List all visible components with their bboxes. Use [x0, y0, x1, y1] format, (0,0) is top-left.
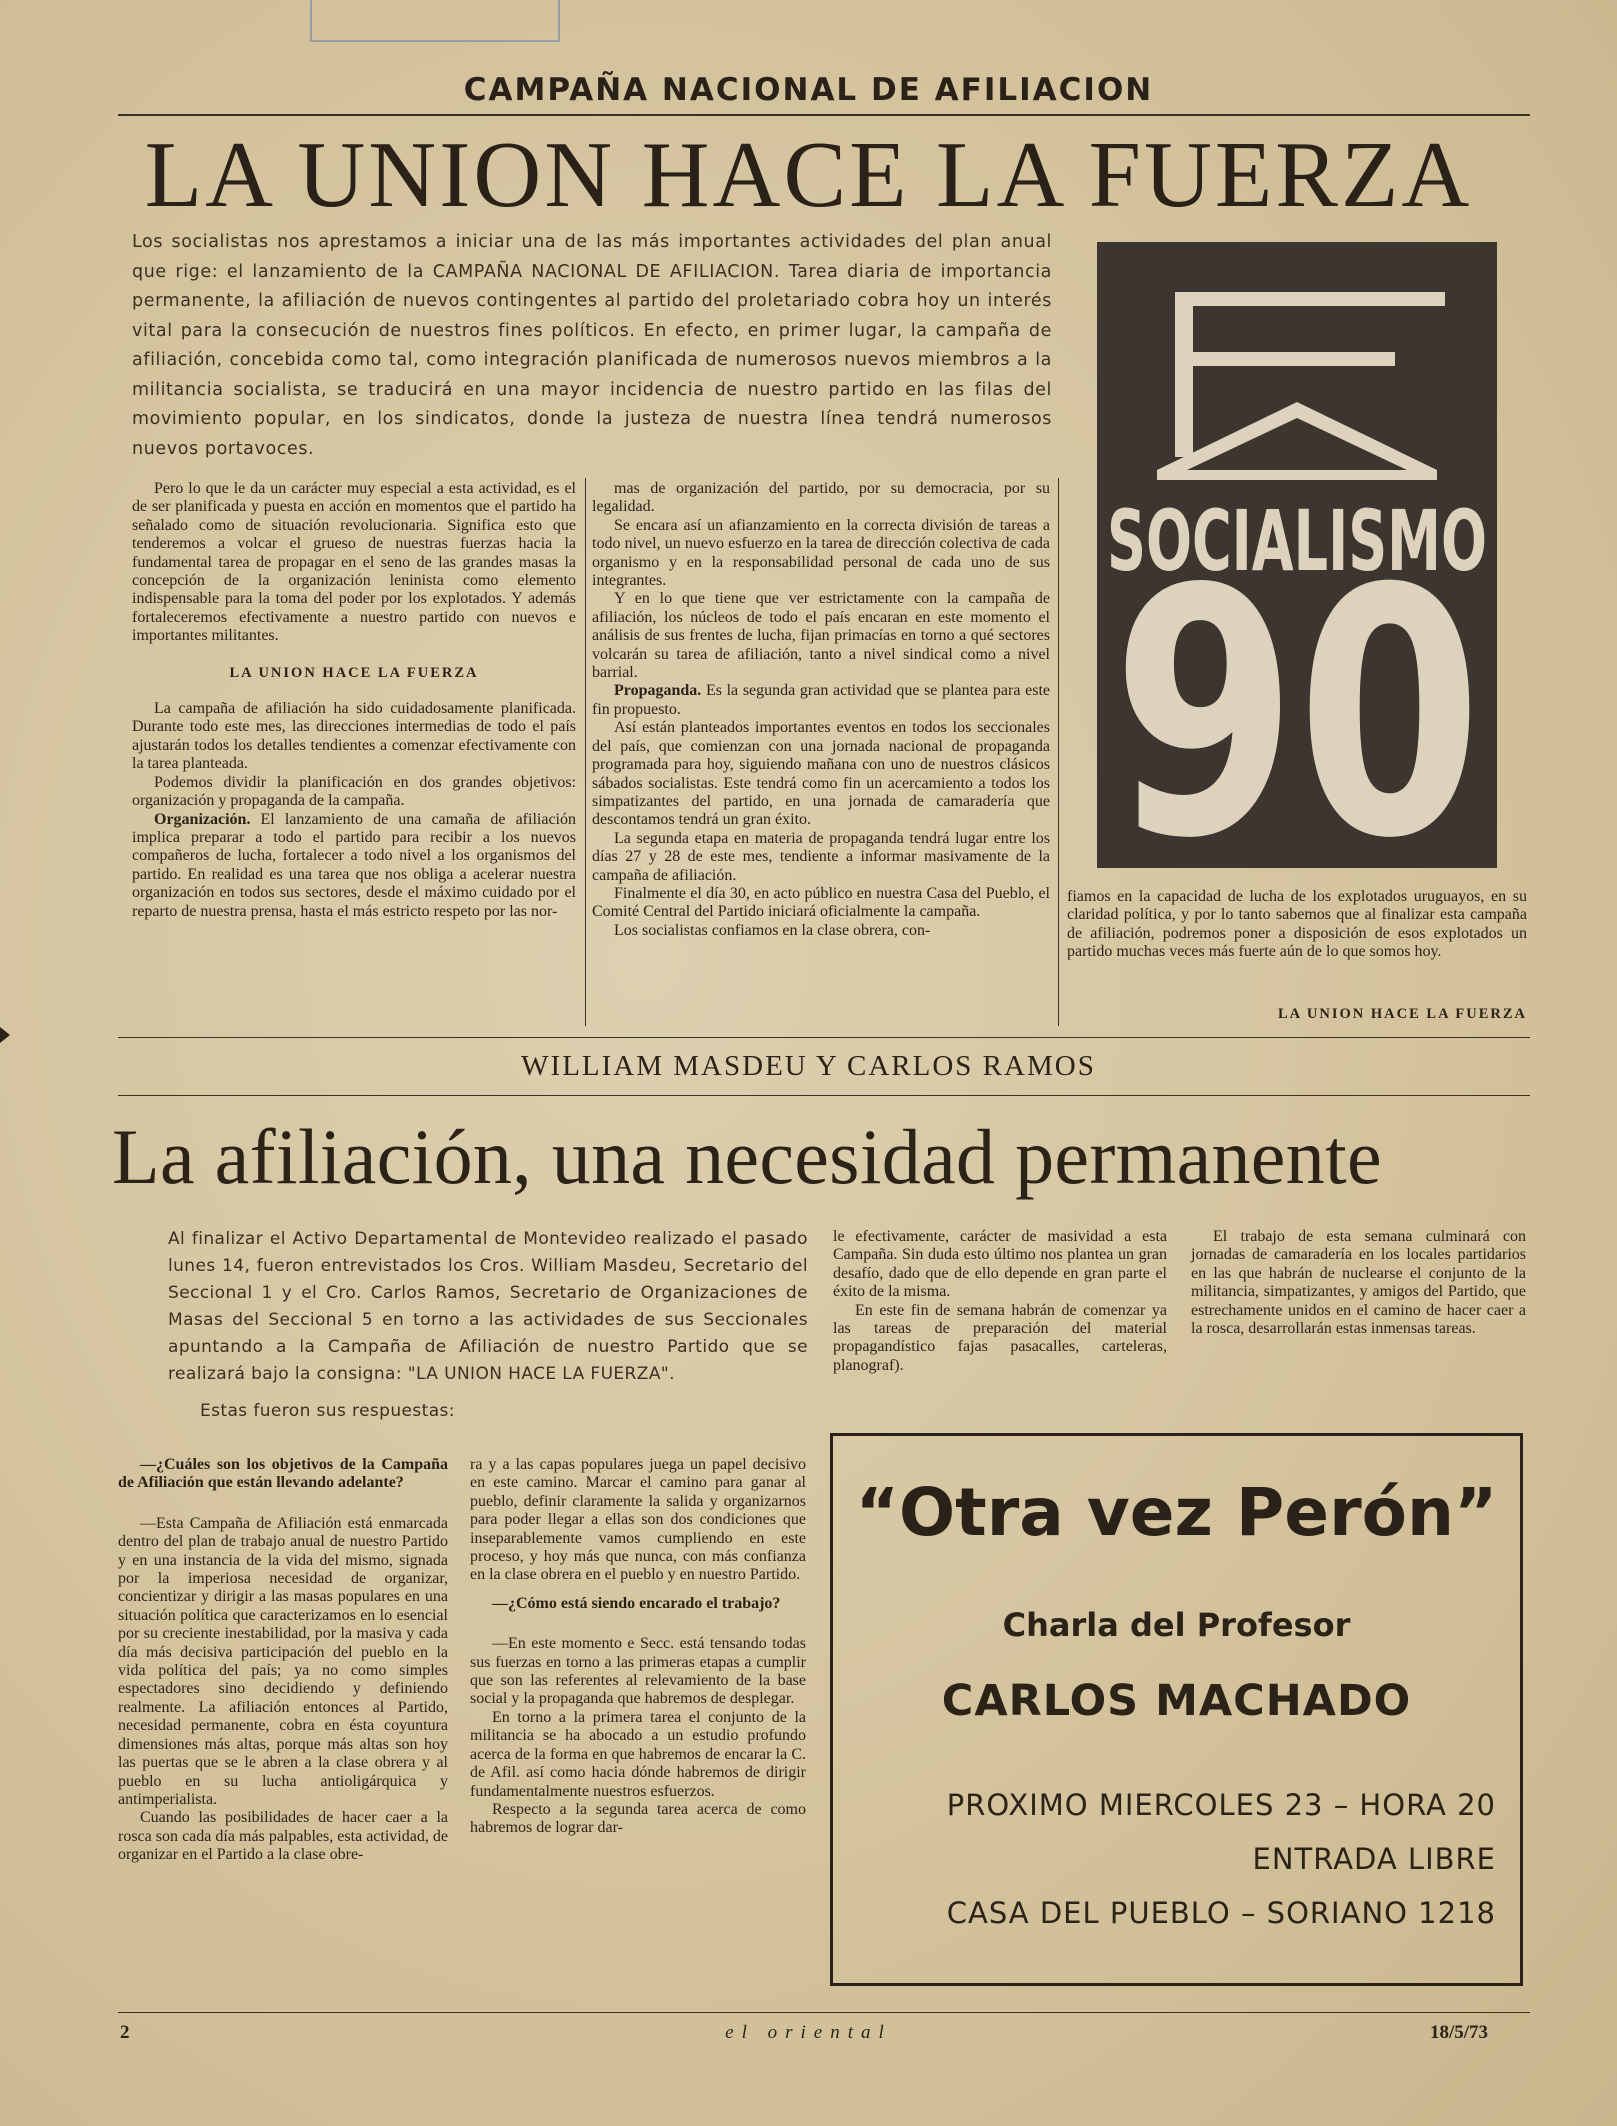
question: —¿Cuáles son los objetivos de la Campaña de Afiliación que están llevando adelante? — [118, 1456, 448, 1492]
section-title: CAMPAÑA NACIONAL DE AFILIACION — [463, 72, 1154, 108]
divider — [118, 114, 1530, 116]
paragraph: Estas fueron sus respuestas: — [200, 1401, 455, 1421]
ad-title: “Otra vez Perón” — [855, 1474, 1498, 1551]
ad-subtitle: Charla del Profesor — [1002, 1606, 1351, 1644]
event-advertisement — [830, 1433, 1523, 1986]
article2-column-b — [470, 1456, 806, 1838]
paragraph: mas de organización del partido, por su democracia, por su legalidad. — [592, 480, 1050, 516]
subhead: LA UNION HACE LA FUERZA — [229, 664, 479, 681]
paragraph: La segunda etapa en materia de propaganda tendrá lugar entre los días 27 y 28 de este mes, tendiente a informar masivamente de la campaña de afiliación. — [592, 829, 1050, 884]
ad-entry: ENTRADA LIBRE — [1252, 1842, 1496, 1876]
socialismo-90-logo — [1097, 242, 1497, 868]
article1-column-3 — [1067, 888, 1527, 962]
article2-column-c — [833, 1228, 1167, 1375]
divider — [118, 2012, 1530, 2013]
paragraph: Cuando las posibilidades de hacer caer a la rosca son cada día más palpables, esta actividad, de organizar en el Partido a la clase obre- — [118, 1809, 448, 1864]
paragraph: fiamos en la capacidad de lucha de los explotados uruguayos, en su claridad política, y por lo tanto sabemos que al finalizar esta campaña de afiliación, podremos poner a disposición de esos explotados un partido muchas veces más fuerte aún de lo que somos hoy. — [1067, 888, 1527, 961]
headline-afiliacion: La afiliación, una necesidad permanente — [112, 1113, 1382, 1200]
paragraph: Y en lo que tiene que ver estrictamente con la campaña de afiliación, los núcleos de todo el país encaran en este momento el análisis de sus frentes de lucha, fijan primacías en torno a qué sectores volcarán su tarea de afiliación, tanto a nivel sindical como a nivel barrial. — [592, 590, 1050, 682]
article1-column-2 — [592, 480, 1050, 940]
page-number: 2 — [120, 2022, 130, 2043]
paragraph: El trabajo de esta semana culminará con jornadas de camaradería en los locales partidarios en las que habrán de nuclearse el conjunto de la militancia, simpatizantes, y amigos del Partido, que estrechamente unidos en el camino de hacer caer a la rosca, desarrollarán estas inmensas tareas. — [1191, 1228, 1526, 1338]
library-stamp — [310, 0, 560, 42]
article1-column-1 — [132, 480, 576, 921]
paragraph: le efectivamente, carácter de masividad a esta Campaña. Sin duda esto último nos plantea un gran desafío, dado que de ello depende en gran parte el éxito de la misma. — [833, 1228, 1167, 1301]
paragraph: Pero lo que le da un carácter muy especial a esta actividad, es el de ser planificada y puesta en acción en momentos que el partido ha señalado como de situación revolucionaria. Significa esto que tenderemos a volcar el grueso de nuestras fuerzas hacia la fundamental tarea de propagar en el seno de las grandes masas la concepción de la organización leninista como elemento indispensable para la toma del poder por los explotados. Y además fortaleceremos efectivamente a nuestro partido con nuevos e importantes militantes. — [132, 480, 576, 645]
ad-speaker: CARLOS MACHADO — [941, 1676, 1412, 1726]
paragraph: Respecto a la segunda tarea acerca de como habremos de lograr dar- — [470, 1800, 806, 1837]
paragraph: —En este momento e Secc. está tensando todas sus fuerzas en torno a las primeras etapas a cumplir que son las referentes al relevamiento de la base social y la propaganda que habremos de desplegar. — [470, 1635, 806, 1708]
question: —¿Cómo está siendo encarado el trabajo? — [492, 1594, 781, 1612]
paragraph: En torno a la primera tarea el conjunto de la militancia se ha abocado a un estudio profundo acerca de la forma en que habremos de encarar la C. de Afil. así como hacia dónde habremos de dirigir fundamentalmente nuestros esfuerzos. — [470, 1708, 806, 1800]
runin-label: Propaganda. — [614, 682, 702, 700]
newspaper-name: el oriental — [725, 2022, 892, 2043]
article2-column-a — [118, 1456, 448, 1865]
column-divider — [585, 478, 586, 1026]
runin-label: Organización. — [154, 810, 251, 828]
paragraph: —Esta Campaña de Afiliación está enmarcada dentro del plan de trabajo anual de nuestro Partido y en una instancia de la vida del mismo, signada por la imperiosa necesidad de organizar, concientizar y dirigir a las masas populares en una situación política que caracterizamos en lo esencial por su creciente inestabilidad, por la masiva y cada día más decisiva participación del pueblo en la vida política del país; ya no como simples espectadores sino decidiendo y definiendo realmente. La afiliación entonces al Partido, necesidad permanente, cobra en ésta coyuntura dimensiones más altas, porque más altas son hoy las puertas que se le abren a la clase obrera y al pueblo en su lucha antioligárquica y antimperialista. — [118, 1514, 448, 1808]
paragraph: ra y a las capas populares juega un papel decisivo en este camino. Marcar el camino para ganar al pueblo, definir claramente la salida y organizarnos para poder llegar a ellas son dos condiciones que inseparablemente vamos cumpliendo en este proceso, y hoy más que nunca, con más confianza en la clase obrera en el pueblo y en nuestro Partido. — [470, 1456, 806, 1584]
paragraph — [132, 811, 576, 921]
paragraph — [592, 682, 1050, 719]
paragraph: Los socialistas confiamos en la clase obrera, con- — [614, 921, 931, 939]
paragraph: Finalmente el día 30, en acto público en nuestra Casa del Pueblo, el Comité Central del Partido iniciará oficialmente la campaña. — [592, 884, 1050, 921]
paragraph: Al finalizar el Activo Departamental de Montevideo realizado el pasado lunes 14, fueron entrevistados los Cros. William Masdeu, Secretario del Seccional 1 y el Cro. Carlos Ramos, Secretario de Organizaciones de Masas del Seccional 5 en torno a las actividades de sus Seccionales apuntando a la Campaña de Afiliación de nuestro Partido que se realizará bajo la consigna: "LA UNION HACE LA FUERZA". — [168, 1229, 808, 1384]
paragraph: En este fin de semana habrán de comenzar ya las tareas de preparación del material propagandístico fajas pasacalles, carteleras, planograf). — [833, 1301, 1167, 1374]
signature: LA UNION HACE LA FUERZA — [1277, 1006, 1527, 1022]
logo-word: SOCIALISMO — [1107, 492, 1487, 590]
logo-number: 90 — [1112, 517, 1482, 868]
paragraph-text: Es la segunda gran actividad que se plantea para este fin propuesto. — [592, 682, 1050, 718]
divider — [118, 1037, 1530, 1038]
ad-location: CASA DEL PUEBLO – SORIANO 1218 — [946, 1896, 1496, 1930]
interview-intro — [168, 1226, 808, 1425]
ad-date-time: PROXIMO MIERCOLES 23 – HORA 20 — [946, 1788, 1496, 1822]
article2-column-d — [1191, 1228, 1526, 1338]
margin-arrow-icon — [0, 1027, 10, 1043]
paragraph: Se encara así un afianzamiento en la correcta división de tareas a todo nivel, un nuevo esfuerzo en la tarea de dirección colectiva de cada organismo y en la responsabilidad personal de cada uno de sus integrantes. — [592, 516, 1050, 590]
headline-la-union: LA UNION HACE LA FUERZA — [144, 123, 1473, 227]
column-divider — [1058, 478, 1059, 1026]
byline: WILLIAM MASDEU Y CARLOS RAMOS — [521, 1050, 1096, 1082]
divider — [118, 1095, 1530, 1096]
lead-paragraph: Los socialistas nos aprestamos a iniciar una de las más importantes actividades del plan anual que rige: el lanzamiento de la CAMPAÑA NACIONAL DE AFILIACION. Tarea diaria de importancia permanente, la afiliación de nuevos contingentes al partido del proletariado cobra hoy un interés vital para la consecución de nuestros fines políticos. En efecto, en primer lugar, la campaña de afiliación, concebida como tal, como integración planificada de numerosos nuevos miembros a la militancia socialista, se traducirá en una mayor incidencia de nuestro partido en las filas del movimiento popular, en los sindicatos, donde la justeza de nuestra línea tendrá numerosos nuevos portavoces. — [132, 232, 1052, 459]
issue-date: 18/5/73 — [1430, 2022, 1489, 2043]
paragraph: Así están planteados importantes eventos en todos los seccionales del país, que comienzan con una jornada nacional de propaganda programada para hoy, siguiendo mañana con uno de nuestros clásicos sábados socialistas. Este tendrá como fin un acercamiento a todos los simpatizantes del partido, en una jornada de camaradería que descontamos tendrá un gran éxito. — [592, 719, 1050, 829]
paragraph: La campaña de afiliación ha sido cuidadosamente planificada. Durante todo este mes, las direcciones intermedias de todo el país ajustarán todos los detalles tendientes a comenzar efectivamente con la tarea planteada. — [132, 700, 576, 773]
paragraph-text: El lanzamiento de una camaña de afiliación implica preparar a todo el partido para recibir a los nuevos compañeros de lucha, fortalecer a todo nivel a los organismos del partido. En realidad es una tarea que nos obliga a acelerar nuestra organización en todos sus sectores, desde el máximo cuidado por el reparto de nuestra prensa, hasta el más estricto respeto por las nor- — [132, 810, 576, 920]
house-emblem-icon — [1097, 242, 1497, 868]
paragraph: Podemos dividir la planificación en dos grandes objetivos: organización y propaganda de la campaña. — [132, 773, 576, 810]
